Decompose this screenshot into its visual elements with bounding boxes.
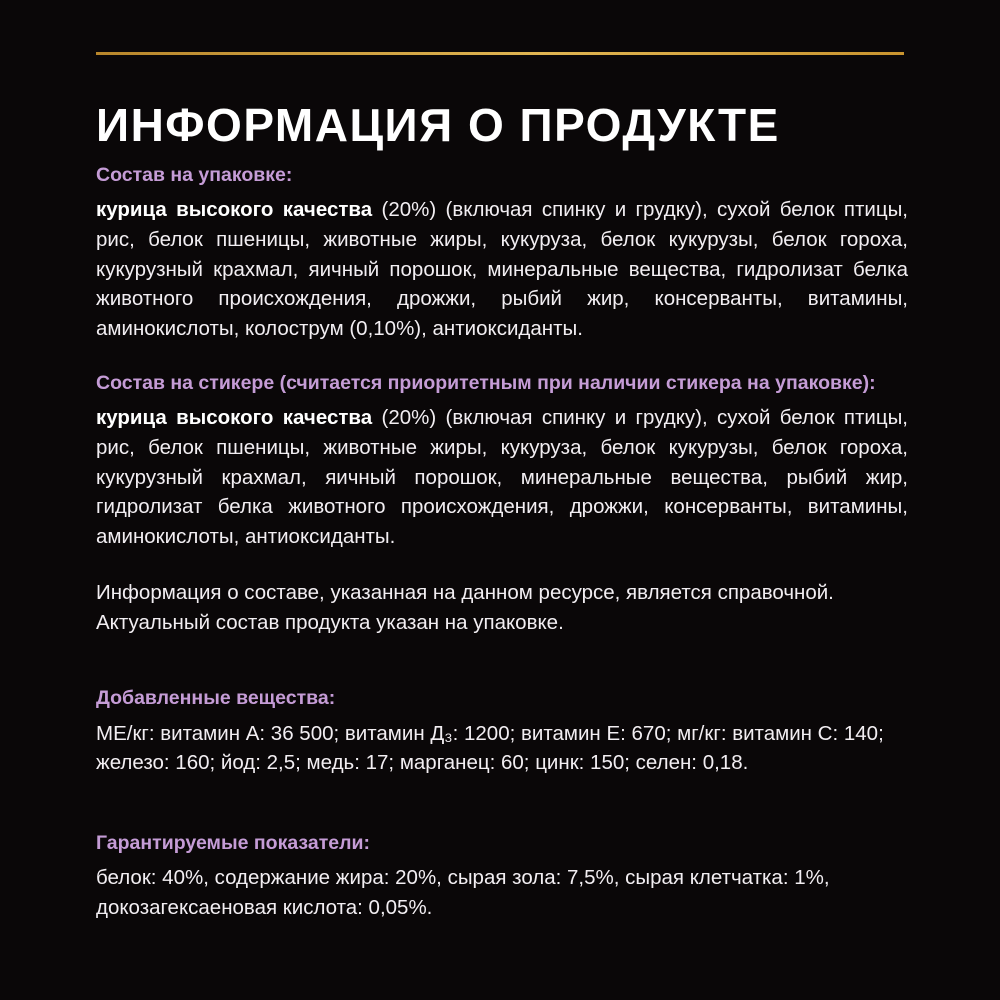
section-composition-sticker: [96, 370, 908, 552]
section-text: [96, 403, 908, 552]
section-heading: Добавленные вещества:: [96, 687, 336, 710]
section-text: МЕ/кг: витамин А: 36 500; витамин Д₃: 1200; витамин Е: 670; мг/кг: витамин С: 140; железо: 160; йод: 2,5; медь: 17; марганец: 60; цинк: 150; селен: 0,18.: [96, 721, 884, 775]
section-text: белок: 40%, содержание жира: 20%, сырая зола: 7,5%, сырая клетчатка: 1%, докозагексаеновая кислота: 0,05%.: [96, 866, 830, 920]
section-guaranteed-analysis: [96, 830, 908, 923]
bold-lead: курица высокого качества: [96, 406, 373, 430]
content-body: [96, 162, 908, 923]
page-title: ИНФОРМАЦИЯ О ПРОДУКТЕ: [96, 98, 780, 151]
bold-lead: курица высокого качества: [96, 198, 373, 222]
section-heading: Гарантируемые показатели:: [96, 832, 370, 854]
section-text: [96, 195, 908, 344]
section-additives: [96, 685, 908, 778]
section-text-rest: (20%) (включая спинку и грудку), сухой белок птицы, рис, белок пшеницы, животные жиры, кукуруза, белок кукурузы, белок гороха, кукурузный крахмал, яичный порошок, минеральные вещества, рыбий жир, гидролизат белка животного происхождения, дрожжи, консерванты, витамины, аминокислоты, антиоксиданты.: [96, 406, 909, 549]
gold-divider-rule: [96, 52, 904, 55]
section-text-rest: (20%) (включая спинку и грудку), сухой белок птицы, рис, белок пшеницы, животные жиры, кукуруза, белок кукурузы, белок гороха, кукурузный крахмал, яичный порошок, минеральные вещества, гидролизат белка животного происхождения, дрожжи, рыбий жир, консерванты, витамины, аминокислоты, колострум (0,10%), антиоксиданты.: [96, 198, 909, 341]
section-heading: Состав на упаковке:: [96, 164, 293, 186]
section-composition-package: [96, 162, 908, 344]
disclaimer-text: Информация о составе, указанная на данном ресурсе, является справочной. Актуальный состав продукта указан на упаковке.: [96, 580, 834, 634]
section-heading: Состав на стикере (считается приоритетным при наличии стикера на упаковке):: [96, 371, 876, 394]
